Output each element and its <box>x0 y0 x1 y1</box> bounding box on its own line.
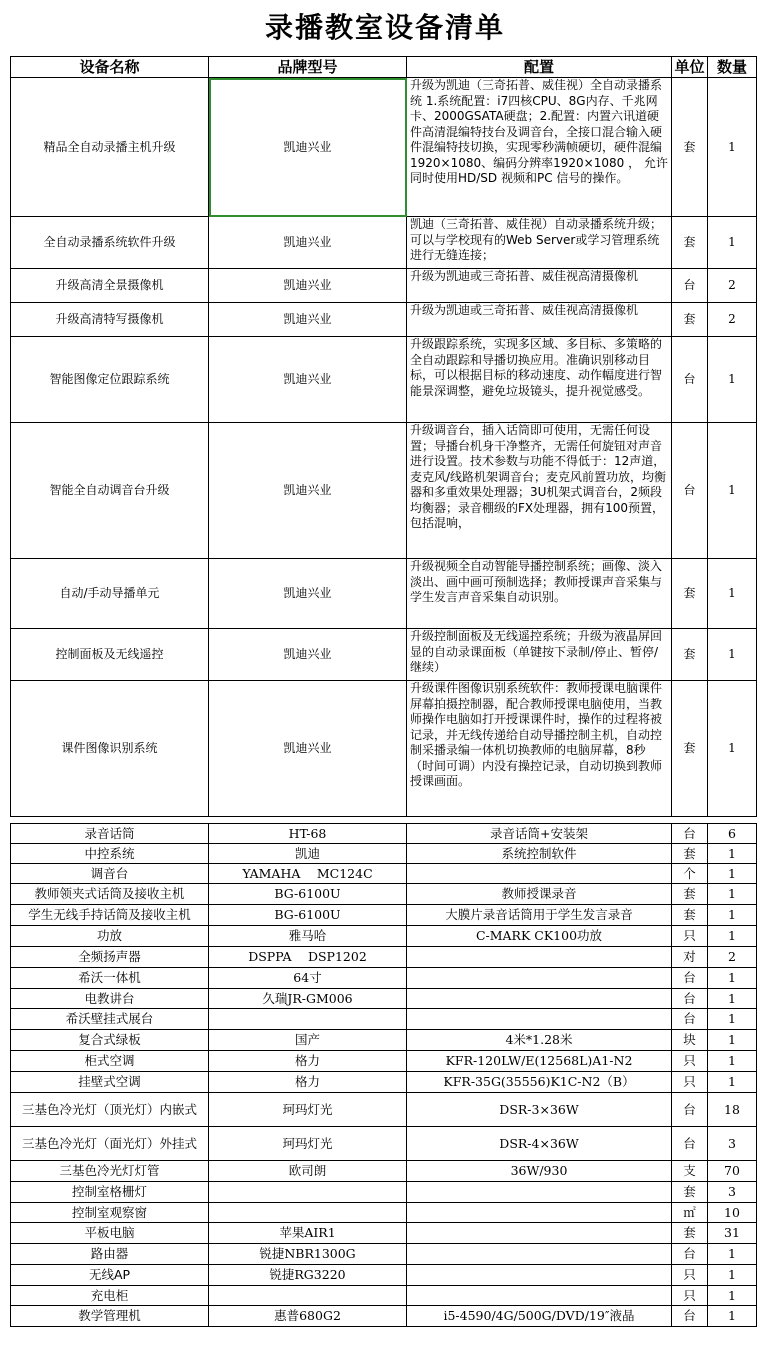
cell-qty[interactable]: 2 <box>708 303 757 337</box>
cell-brand[interactable]: 凯迪 <box>209 844 407 864</box>
table-row <box>11 1051 757 1072</box>
cell-unit[interactable]: 个 <box>672 864 708 884</box>
table-row <box>11 1306 757 1327</box>
cell-brand[interactable]: 凯迪兴业 <box>209 681 407 817</box>
cell-brand[interactable]: 格力 <box>209 1072 407 1093</box>
cell-config[interactable]: 教师授课录音 <box>407 884 672 905</box>
cell-config[interactable] <box>407 1009 672 1030</box>
table-row <box>11 1286 757 1306</box>
cell-config[interactable]: 4米*1.28米 <box>407 1030 672 1051</box>
cell-brand[interactable] <box>209 1286 407 1306</box>
table-row <box>11 217 757 269</box>
cell-unit[interactable]: 台 <box>672 968 708 989</box>
cell-config[interactable] <box>407 1223 672 1244</box>
cell-unit[interactable]: 套 <box>672 303 708 337</box>
table-row <box>11 629 757 681</box>
cell-name[interactable]: 希沃壁挂式展台 <box>11 1009 209 1030</box>
cell-name[interactable]: 控制面板及无线遥控 <box>11 629 209 681</box>
cell-name[interactable]: 中控系统 <box>11 844 209 864</box>
cell-qty[interactable]: 1 <box>708 78 757 217</box>
cell-config[interactable] <box>407 947 672 968</box>
cell-qty[interactable]: 1 <box>708 1244 757 1265</box>
lower-equipment-table <box>10 823 757 1327</box>
cell-config[interactable] <box>407 864 672 884</box>
cell-name[interactable]: 智能全自动调音台升级 <box>11 423 209 559</box>
table-row <box>11 1182 757 1203</box>
cell-brand[interactable]: 锐捷NBR1300G <box>209 1244 407 1265</box>
cell-name[interactable]: 路由器 <box>11 1244 209 1265</box>
cell-unit[interactable]: 块 <box>672 1030 708 1051</box>
cell-qty[interactable]: 1 <box>708 844 757 864</box>
cell-qty[interactable]: 1 <box>708 1306 757 1327</box>
cell-qty[interactable]: 6 <box>708 824 757 844</box>
header-config: 配置 <box>407 57 672 78</box>
cell-config[interactable] <box>407 1182 672 1203</box>
cell-unit[interactable]: 套 <box>672 884 708 905</box>
cell-unit[interactable]: 只 <box>672 1286 708 1306</box>
table-row <box>11 864 757 884</box>
cell-brand[interactable]: 格力 <box>209 1051 407 1072</box>
cell-brand[interactable] <box>209 1203 407 1223</box>
cell-brand[interactable]: HT-68 <box>209 824 407 844</box>
cell-qty[interactable]: 70 <box>708 1161 757 1182</box>
cell-qty[interactable]: 3 <box>708 1182 757 1203</box>
cell-config[interactable]: 系统控制软件 <box>407 844 672 864</box>
cell-name[interactable]: 无线AP <box>11 1265 209 1286</box>
cell-unit[interactable]: 套 <box>672 844 708 864</box>
cell-config[interactable]: DSR-4×36W <box>407 1127 672 1161</box>
cell-qty[interactable]: 18 <box>708 1093 757 1127</box>
cell-unit[interactable]: 台 <box>672 423 708 559</box>
cell-config[interactable]: 升级跟踪系统，实现多区域、多目标、多策略的全自动跟踪和导播切换应用。准确识别移动目标，可以根据目标的移动速度、动作幅度进行智能景深调整，避免垃圾镜头，提升视觉感受。 <box>407 337 672 423</box>
cell-qty[interactable]: 31 <box>708 1223 757 1244</box>
cell-brand[interactable]: 久瑞JR-GM006 <box>209 989 407 1009</box>
cell-name[interactable]: 自动/手动导播单元 <box>11 559 209 629</box>
cell-brand[interactable]: 锐捷RG3220 <box>209 1265 407 1286</box>
cell-config[interactable]: 升级为凯迪或三奇拓普、威佳视高清摄像机 <box>407 303 672 337</box>
cell-config[interactable]: 升级视频全自动智能导播控制系统；画像、淡入淡出、画中画可预制选择；教师授课声音采集与学生发言声音采集自动识别。 <box>407 559 672 629</box>
cell-unit[interactable]: 套 <box>672 217 708 269</box>
cell-name[interactable]: 录音话筒 <box>11 824 209 844</box>
cell-unit[interactable]: 台 <box>672 824 708 844</box>
cell-unit[interactable]: ㎡ <box>672 1203 708 1223</box>
cell-config[interactable]: C-MARK CK100功放 <box>407 926 672 947</box>
cell-config[interactable]: DSR-3×36W <box>407 1093 672 1127</box>
cell-brand[interactable]: 欧司朗 <box>209 1161 407 1182</box>
cell-unit[interactable]: 台 <box>672 1009 708 1030</box>
cell-config[interactable]: 录音话筒+安装架 <box>407 824 672 844</box>
cell-qty[interactable]: 2 <box>708 269 757 303</box>
upper-equipment-table <box>10 56 757 817</box>
cell-name[interactable]: 教师领夹式话筒及接收主机 <box>11 884 209 905</box>
header-brand: 品牌型号 <box>209 57 407 78</box>
cell-qty[interactable]: 1 <box>708 423 757 559</box>
cell-name[interactable]: 柜式空调 <box>11 1051 209 1072</box>
cell-qty[interactable]: 1 <box>708 681 757 817</box>
cell-qty[interactable]: 1 <box>708 864 757 884</box>
cell-name[interactable]: 控制室观察窗 <box>11 1203 209 1223</box>
cell-qty[interactable]: 1 <box>708 1286 757 1306</box>
cell-qty[interactable]: 1 <box>708 905 757 926</box>
cell-name[interactable]: 升级高清全景摄像机 <box>11 269 209 303</box>
cell-brand[interactable] <box>209 1009 407 1030</box>
cell-unit[interactable]: 套 <box>672 559 708 629</box>
cell-brand[interactable]: 64寸 <box>209 968 407 989</box>
table-row <box>11 1244 757 1265</box>
cell-config[interactable] <box>407 989 672 1009</box>
table-row <box>11 681 757 817</box>
table-row <box>11 269 757 303</box>
table-row <box>11 1265 757 1286</box>
cell-qty[interactable]: 1 <box>708 968 757 989</box>
cell-brand[interactable]: 凯迪兴业 <box>209 78 407 217</box>
cell-brand[interactable]: BG-6100U <box>209 905 407 926</box>
cell-config[interactable]: KFR-120LW/E(12568L)A1-N2 <box>407 1051 672 1072</box>
cell-config[interactable]: 升级课件图像识别系统软件：教师授课电脑课件屏幕拍摄控制器，配合教师授课电脑使用，当教师操作电脑如打开授课课件时，操作的过程将被记录，并无线传递给自动导播控制主机，自动控制采播录编一体机切换教师的电脑屏幕，8秒（时间可调）内没有操控记录，自动切换到教师授课画面。 <box>407 681 672 817</box>
table-row <box>11 1161 757 1182</box>
cell-name[interactable]: 平板电脑 <box>11 1223 209 1244</box>
cell-qty[interactable]: 1 <box>708 989 757 1009</box>
cell-name[interactable]: 希沃一体机 <box>11 968 209 989</box>
cell-name[interactable]: 智能图像定位跟踪系统 <box>11 337 209 423</box>
cell-config[interactable]: 凯迪（三奇拓普、威佳视）自动录播系统升级；可以与学校现有的Web Server或学习管理系统进行无缝连接； <box>407 217 672 269</box>
cell-name[interactable]: 功放 <box>11 926 209 947</box>
table-row <box>11 884 757 905</box>
cell-config[interactable]: 升级控制面板及无线遥控系统；升级为液晶屏回显的自动录课面板（单键按下录制/停止、暂停/继续） <box>407 629 672 681</box>
cell-unit[interactable]: 台 <box>672 337 708 423</box>
cell-name[interactable]: 控制室格栅灯 <box>11 1182 209 1203</box>
cell-name[interactable]: 全自动录播系统软件升级 <box>11 217 209 269</box>
cell-brand[interactable]: 凯迪兴业 <box>209 423 407 559</box>
cell-qty[interactable]: 1 <box>708 1051 757 1072</box>
table-row <box>11 824 757 844</box>
cell-brand[interactable]: 凯迪兴业 <box>209 559 407 629</box>
cell-unit[interactable]: 台 <box>672 269 708 303</box>
cell-qty[interactable]: 1 <box>708 559 757 629</box>
header-name: 设备名称 <box>11 57 209 78</box>
cell-config[interactable]: 升级调音台，插入话筒即可使用，无需任何设置；导播台机身干净整齐，无需任何旋钮对声音进行设置。技术参数与功能不得低于：12声道，麦克风/线路机架调音台；麦克风前置功放，均衡器和多重效果处理器；3U机架式调音台，2频段均衡器；录音棚级的FX处理器，拥有100预置，包括混响， <box>407 423 672 559</box>
cell-qty[interactable]: 1 <box>708 629 757 681</box>
table-row <box>11 1203 757 1223</box>
cell-unit[interactable]: 只 <box>672 1265 708 1286</box>
cell-config[interactable]: 升级为凯迪（三奇拓普、威佳视）全自动录播系统 1.系统配置：i7四核CPU、8G内存、千兆网卡、2000GSATA硬盘；2.配置：内置六讯道硬件高清混编特技台及调音台，全接口混合输入硬件混编特技切换，实现零秒满帧硬切，硬件混编1920×1080、编码分辨率1920×1080 ， 允许同时使用HD/SD 视频和PC 信号的操作。 <box>407 78 672 217</box>
header-row <box>11 57 757 78</box>
header-qty: 数量 <box>708 57 757 78</box>
cell-qty[interactable]: 1 <box>708 884 757 905</box>
table-row <box>11 1127 757 1161</box>
cell-name[interactable]: 升级高清特写摄像机 <box>11 303 209 337</box>
cell-unit[interactable]: 套 <box>672 78 708 217</box>
table-row <box>11 1093 757 1127</box>
cell-brand[interactable]: 苹果AIR1 <box>209 1223 407 1244</box>
cell-brand[interactable]: 凯迪兴业 <box>209 629 407 681</box>
cell-config[interactable] <box>407 1244 672 1265</box>
cell-config[interactable]: KFR-35G(35556)K1C-N2（B） <box>407 1072 672 1093</box>
table-row <box>11 1009 757 1030</box>
cell-name[interactable]: 电教讲台 <box>11 989 209 1009</box>
table-row <box>11 559 757 629</box>
cell-brand[interactable]: BG-6100U <box>209 884 407 905</box>
cell-unit[interactable]: 台 <box>672 1306 708 1327</box>
cell-brand[interactable]: 凯迪兴业 <box>209 217 407 269</box>
cell-name[interactable]: 全频扬声器 <box>11 947 209 968</box>
cell-config[interactable]: 36W/930 <box>407 1161 672 1182</box>
table-row <box>11 1072 757 1093</box>
cell-qty[interactable]: 1 <box>708 1009 757 1030</box>
cell-unit[interactable]: 支 <box>672 1161 708 1182</box>
cell-qty[interactable]: 1 <box>708 1265 757 1286</box>
cell-brand[interactable]: YAMAHA MC124C <box>209 864 407 884</box>
cell-brand[interactable] <box>209 1182 407 1203</box>
cell-qty[interactable]: 1 <box>708 926 757 947</box>
cell-name[interactable]: 复合式绿板 <box>11 1030 209 1051</box>
cell-name[interactable]: 三基色冷光灯（面光灯）外挂式 <box>11 1127 209 1161</box>
page-title: 录播教室设备清单 <box>264 11 505 44</box>
cell-name[interactable]: 充电柜 <box>11 1286 209 1306</box>
cell-config[interactable] <box>407 1203 672 1223</box>
cell-qty[interactable]: 1 <box>708 1030 757 1051</box>
cell-name[interactable]: 课件图像识别系统 <box>11 681 209 817</box>
cell-brand[interactable]: 珂玛灯光 <box>209 1127 407 1161</box>
cell-unit[interactable]: 套 <box>672 1182 708 1203</box>
header-unit: 单位 <box>672 57 708 78</box>
table-row <box>11 78 757 217</box>
cell-unit[interactable]: 只 <box>672 926 708 947</box>
cell-brand[interactable]: 惠普680G2 <box>209 1306 407 1327</box>
cell-name[interactable]: 教学管理机 <box>11 1306 209 1327</box>
cell-brand[interactable]: 凯迪兴业 <box>209 269 407 303</box>
cell-unit[interactable]: 套 <box>672 905 708 926</box>
cell-qty[interactable]: 10 <box>708 1203 757 1223</box>
cell-config[interactable] <box>407 968 672 989</box>
cell-brand[interactable]: 凯迪兴业 <box>209 303 407 337</box>
cell-name[interactable]: 挂壁式空调 <box>11 1072 209 1093</box>
cell-brand[interactable]: 凯迪兴业 <box>209 337 407 423</box>
table-row <box>11 1030 757 1051</box>
cell-unit[interactable]: 套 <box>672 681 708 817</box>
cell-name[interactable]: 三基色冷光灯（顶光灯）内嵌式 <box>11 1093 209 1127</box>
cell-qty[interactable]: 3 <box>708 1127 757 1161</box>
table-row <box>11 844 757 864</box>
cell-qty[interactable]: 1 <box>708 337 757 423</box>
cell-unit[interactable]: 对 <box>672 947 708 968</box>
table-row <box>11 989 757 1009</box>
table-row <box>11 905 757 926</box>
cell-qty[interactable]: 1 <box>708 217 757 269</box>
cell-unit[interactable]: 台 <box>672 1093 708 1127</box>
cell-name[interactable]: 三基色冷光灯灯管 <box>11 1161 209 1182</box>
cell-brand[interactable]: 国产 <box>209 1030 407 1051</box>
cell-unit[interactable]: 只 <box>672 1072 708 1093</box>
table-row <box>11 337 757 423</box>
cell-config[interactable]: i5-4590/4G/500G/DVD/19″液晶 <box>407 1306 672 1327</box>
cell-unit[interactable]: 只 <box>672 1051 708 1072</box>
cell-config[interactable]: 大膜片录音话筒用于学生发言录音 <box>407 905 672 926</box>
cell-name[interactable]: 调音台 <box>11 864 209 884</box>
cell-brand[interactable]: 雅马哈 <box>209 926 407 947</box>
cell-name[interactable]: 精品全自动录播主机升级 <box>11 78 209 217</box>
cell-qty[interactable]: 2 <box>708 947 757 968</box>
table-row <box>11 1223 757 1244</box>
cell-brand[interactable]: DSPPA DSP1202 <box>209 947 407 968</box>
table-row <box>11 947 757 968</box>
cell-unit[interactable]: 台 <box>672 989 708 1009</box>
cell-name[interactable]: 学生无线手持话筒及接收主机 <box>11 905 209 926</box>
cell-unit[interactable]: 套 <box>672 1223 708 1244</box>
cell-brand[interactable]: 珂玛灯光 <box>209 1093 407 1127</box>
cell-qty[interactable]: 1 <box>708 1072 757 1093</box>
cell-config[interactable]: 升级为凯迪或三奇拓普、威佳视高清摄像机 <box>407 269 672 303</box>
table-row <box>11 303 757 337</box>
table-row <box>11 968 757 989</box>
cell-config[interactable] <box>407 1286 672 1306</box>
cell-unit[interactable]: 台 <box>672 1127 708 1161</box>
cell-config[interactable] <box>407 1265 672 1286</box>
cell-unit[interactable]: 台 <box>672 1244 708 1265</box>
table-row <box>11 926 757 947</box>
table-row <box>11 423 757 559</box>
cell-unit[interactable]: 套 <box>672 629 708 681</box>
